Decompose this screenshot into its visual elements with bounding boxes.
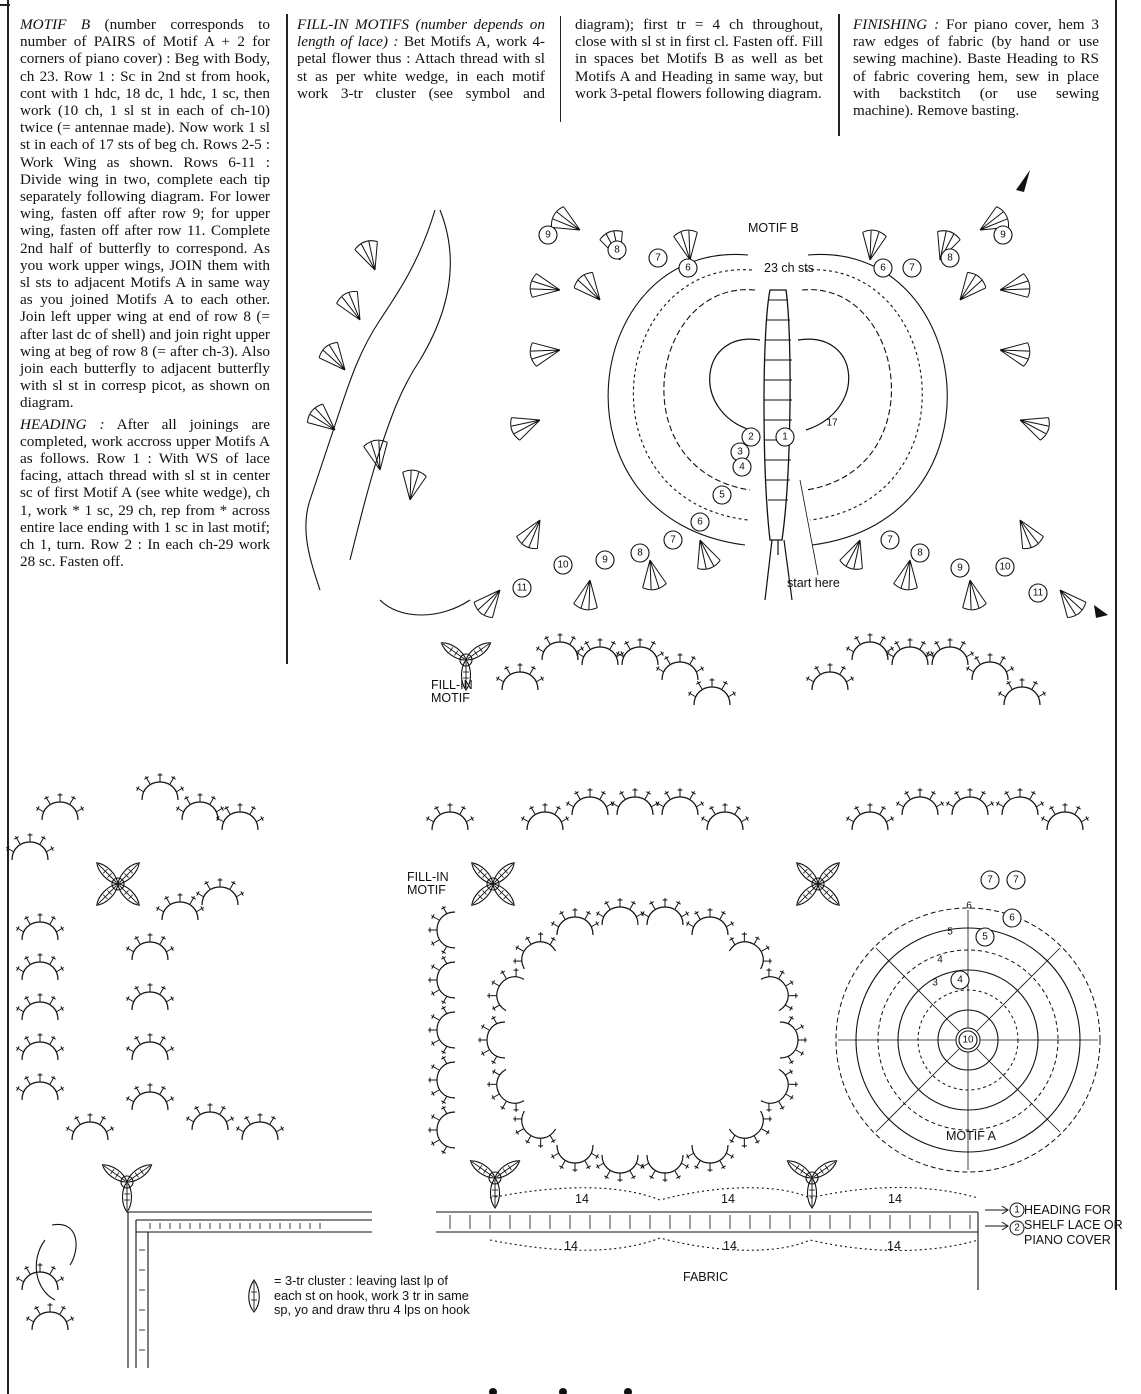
center-lace-panel (425, 788, 1090, 1208)
motif-a (836, 871, 1100, 1172)
finishing-lead: FINISHING : (853, 16, 940, 33)
motif-a-label: MOTIF A (946, 1129, 996, 1143)
wing-row-num: 8 (947, 252, 953, 264)
wing-row-num: 10 (999, 561, 1011, 573)
motif-a-row-num: 10 (962, 1034, 974, 1046)
body-row-num: 4 (739, 461, 745, 473)
legend-text: = 3-tr cluster : leaving last lp of each st on hook, work 3 tr in same sp, yo and draw thru 4 lps on hook (274, 1273, 470, 1317)
cluster-symbol (249, 1280, 260, 1312)
wing-row-num: 11 (516, 582, 528, 594)
motif-a-row-num: 3 (932, 977, 938, 989)
motif-a-row-num: 7 (1013, 874, 1019, 886)
side-wing-detail (304, 210, 470, 615)
wing-row-num: 9 (545, 229, 551, 241)
wing-row-num: 7 (670, 534, 676, 546)
heading-text: After all joinings are completed, work accross upper Motifs A as follows. Row 1 : With WS of lace facing, attach thread with sl st in center sc of first Motif A (see white wedge), ch 1, work * 1 sc, 29 ch, rep from * across entire lace ending with 1 sc in last motif; ch 1, turn. Row 2 : In each ch-29 work 28 sc. Fasten off. (20, 415, 270, 571)
fill-in-motif-label-center: FILL-IN MOTIF (407, 870, 449, 897)
wing-row-num: 7 (655, 252, 661, 264)
motif-a-row-num: 4 (937, 954, 943, 966)
body-row-num: 5 (719, 489, 725, 501)
wing-row-num: 8 (637, 547, 643, 559)
count-14: 14 (564, 1239, 578, 1253)
row-17-label: 17 (826, 417, 838, 429)
start-here-label: start here (787, 576, 840, 590)
wing-row-num: 7 (909, 262, 915, 274)
body-row-num: 3 (737, 446, 743, 458)
motif-b-label: MOTIF B (748, 221, 799, 235)
count-14: 14 (888, 1192, 902, 1206)
motif-a-row-num: 5 (947, 926, 953, 938)
heading-row-2: 2 (1014, 1222, 1020, 1234)
body-row-num: 1 (782, 431, 788, 443)
wing-row-num: 6 (685, 262, 691, 274)
wing-row-num: 7 (887, 534, 893, 546)
body-row-num: 6 (697, 516, 703, 528)
count-14: 14 (887, 1239, 901, 1253)
ch-sts-label: 23 ch sts (764, 261, 815, 275)
fill-in-motif-label-top: FILL-IN MOTIF (431, 678, 473, 705)
body-row-num: 2 (748, 431, 754, 443)
motif-b-butterfly (472, 170, 1108, 621)
wing-row-num: 11 (1032, 587, 1044, 599)
count-14: 14 (723, 1239, 737, 1253)
motif-b-lead: MOTIF B (20, 16, 91, 33)
wing-row-num: 8 (917, 547, 923, 559)
finishing-text: For piano cover, hem 3 raw edges of fabric (by hand or use sewing machine). Baste Heading to RS of fabric covering hem, sew in place with backstitch (or use sewing machine). Remove basting. (853, 16, 1100, 120)
count-labels (564, 1192, 1024, 1253)
motif-b-text: (number corresponds to number of PAIRS of Motif A + 2 for corners of piano cover) : Beg with Body, ch 23. Row 1 : Sc in 2nd st from hook, cont with 1 hdc, 18 dc, 1 hdc, 1 sc, then work (10 ch, 1 sl st in each of ch-10) twice (= antennae made). Now work 1 sl st in each of 17 sts of beg ch. Rows 2-5 : Work Wing as shown. Rows 6-11 : Divide wing in two, complete each tip separately following diagram. For lower wing, fasten off after row 9; for upper wing, fasten off after row 11. Complete 2nd half of butterfly to correspond. As you work upper wings, JOIN them with sl sts to adjacent Motifs A in same way as you joined Motifs A to each other. Join left upper wing at end of row 8 (= after last dc of shell) and join right upper wing at beg of row 8 (= after ch-3). Also join each butterfly to adjacent butterfly with sl st in corresp picot, as shown on diagram. (20, 16, 270, 412)
motif-a-row-num: 4 (957, 974, 963, 986)
count-14: 14 (575, 1192, 589, 1206)
motif-a-row-num: 6 (1009, 912, 1015, 924)
wing-row-num: 8 (614, 244, 620, 256)
motif-a-row-num: 6 (966, 900, 972, 912)
fill-in-text: Bet Motifs A, work 4-petal flower thus : Attach thread with sl st as per white wedge, in each motif work 3-tr cluster (see symbol and diagram); first tr = 4 ch throughout, close with sl st in first cl. Fasten off. Fill in spaces bet Motifs B as well as bet Motifs A and Heading in same way, but work 3-petal flowers following diagram. (297, 16, 823, 102)
wing-row-num: 10 (557, 559, 569, 571)
fabric-label: FABRIC (683, 1270, 729, 1284)
fill-in-lead: FILL-IN MOTIFS (number depends on length of lace) : (297, 16, 545, 51)
motif-b-row-numbers (513, 226, 1047, 602)
count-14: 14 (721, 1192, 735, 1206)
heading-row-1: 1 (1014, 1204, 1020, 1216)
motif-a-row-num: 7 (987, 874, 993, 886)
heading-label: HEADING FOR SHELF LACE OR PIANO COVER (1024, 1203, 1123, 1247)
motif-a-row-num: 5 (982, 931, 988, 943)
heading-lead: HEADING : (20, 415, 105, 433)
page-dots (489, 1388, 632, 1394)
wing-row-num: 9 (957, 562, 963, 574)
upper-scallop-row (439, 633, 1047, 705)
wing-row-num: 6 (880, 262, 886, 274)
wing-row-num: 9 (602, 554, 608, 566)
wing-row-num: 9 (1000, 229, 1006, 241)
